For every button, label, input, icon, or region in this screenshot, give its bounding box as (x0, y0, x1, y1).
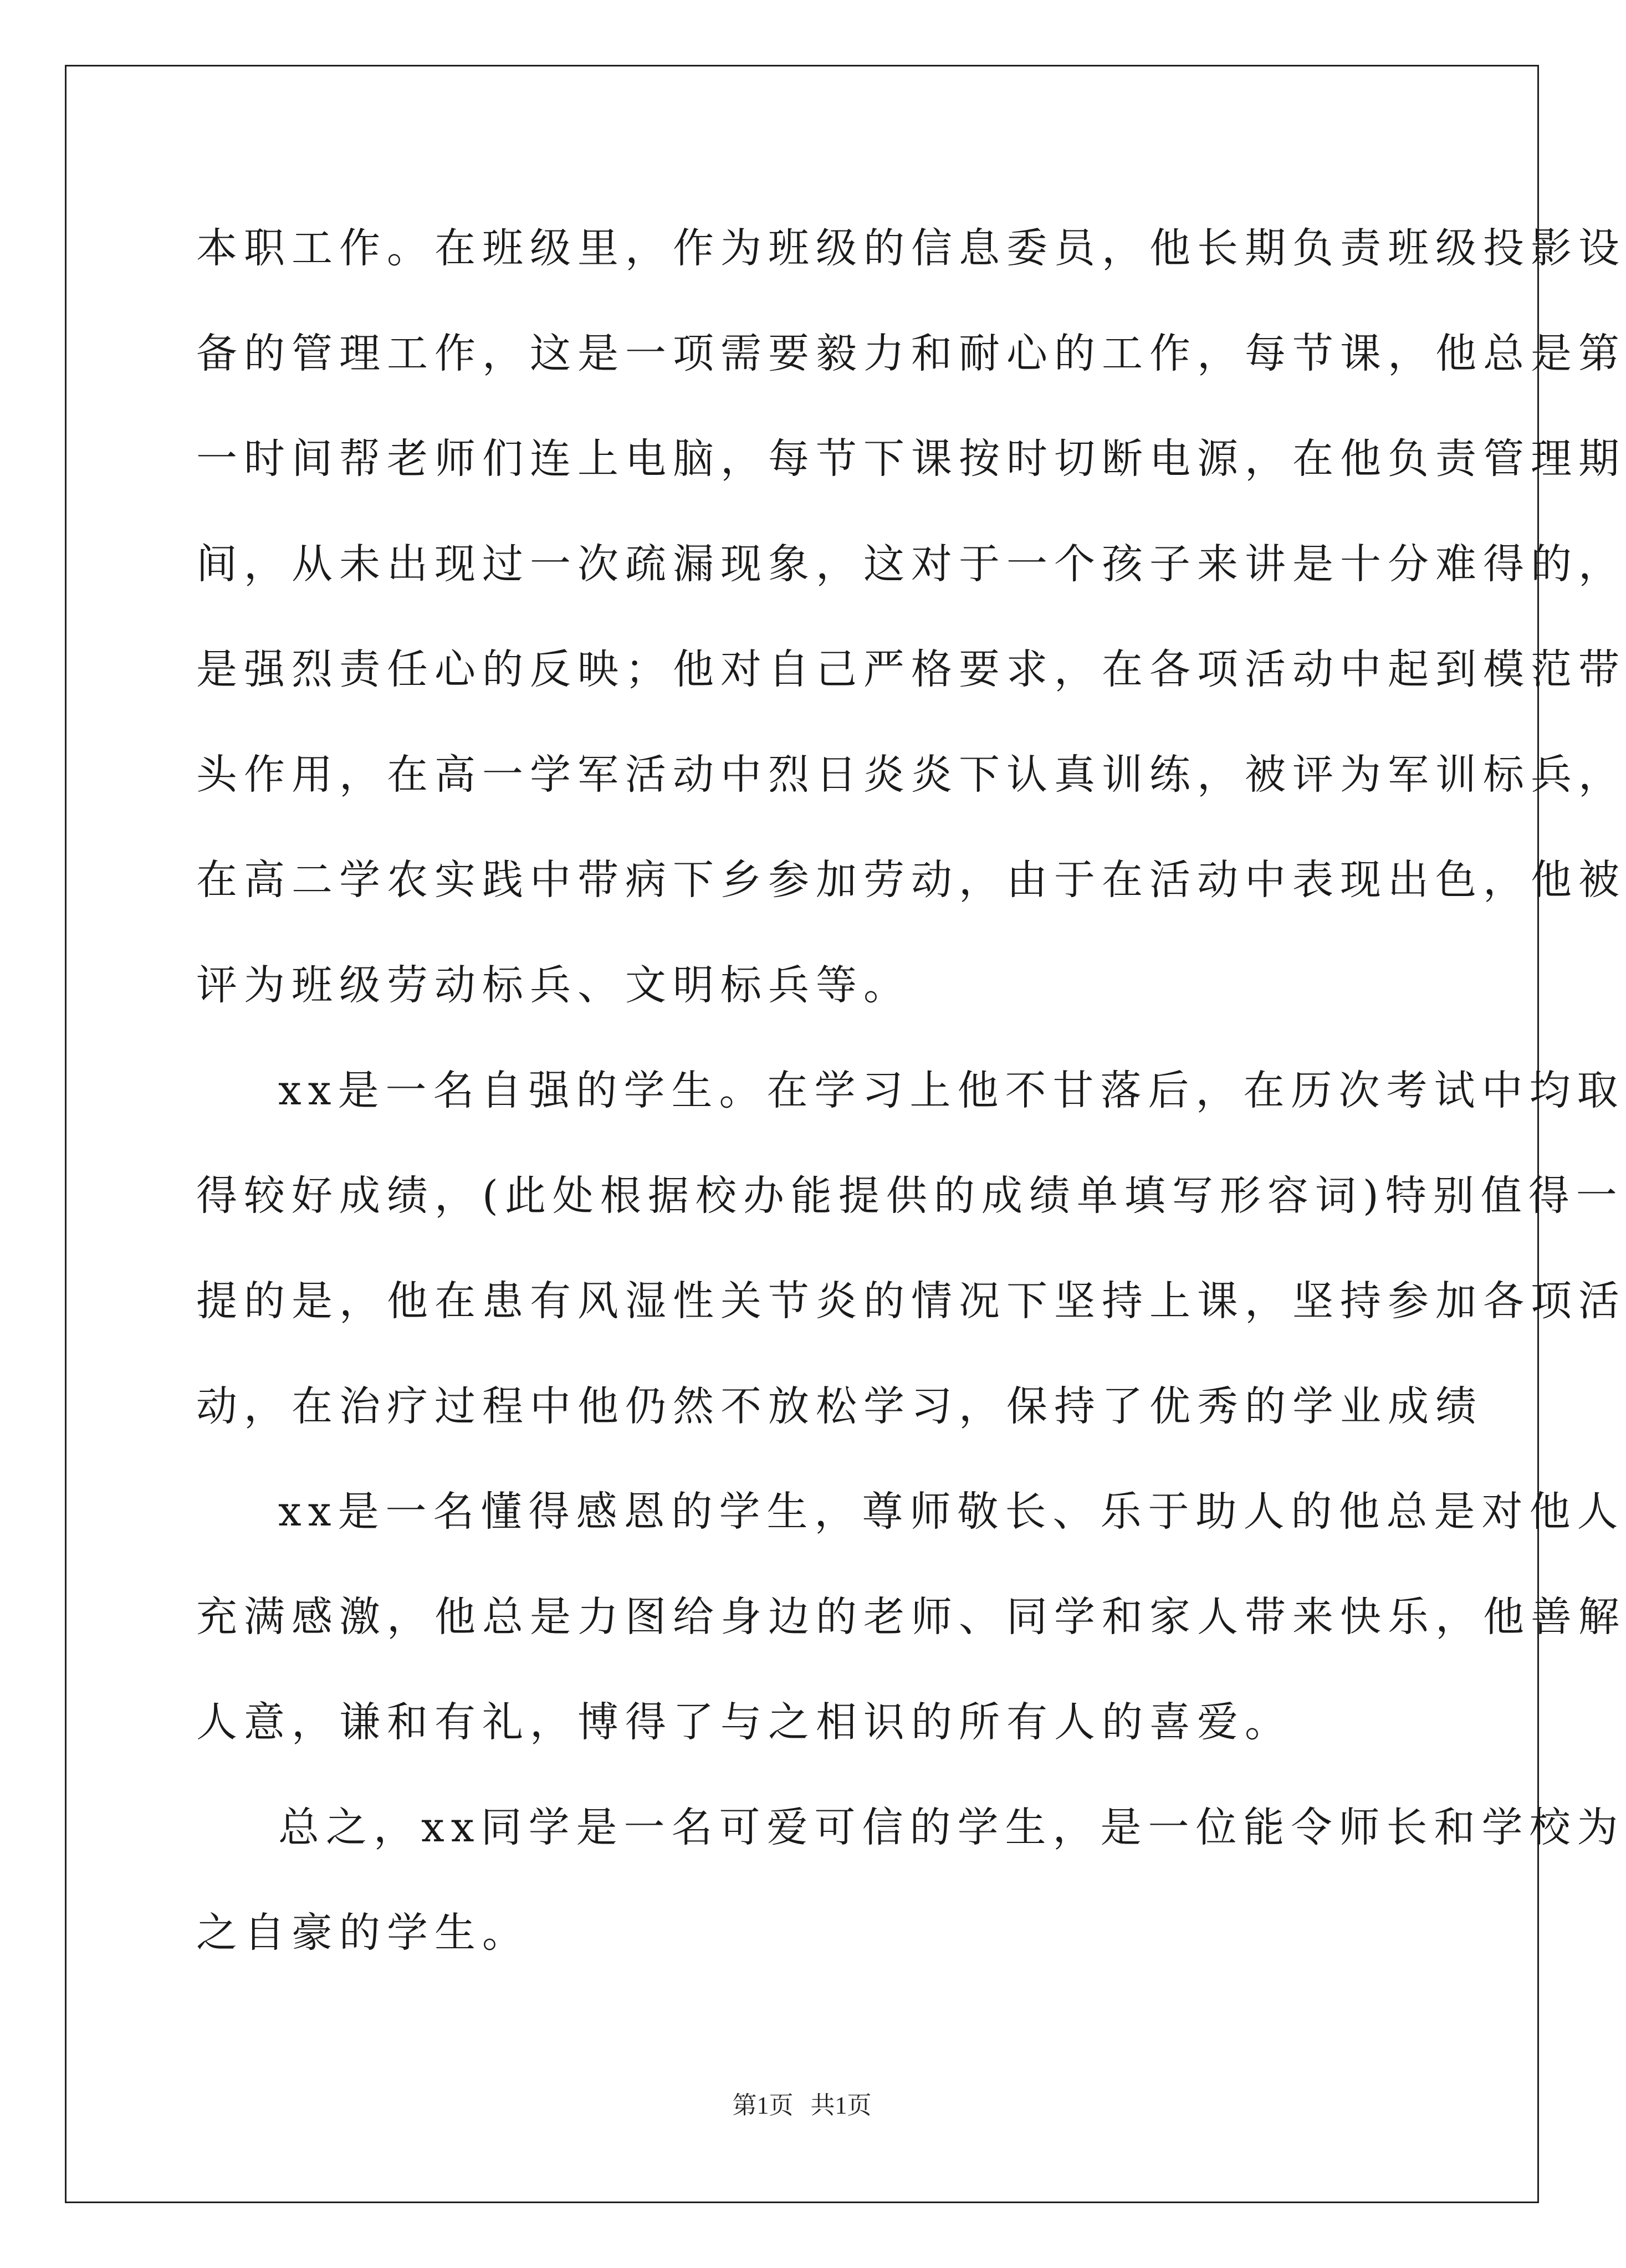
paragraph-1-line-1: 本职工作。在班级里，作为班级的信息委员，他长期负责班级投影设 (196, 224, 1626, 272)
paragraph-1-line-6: 头作用，在高一学军活动中烈日炎炎下认真训练，被评为军训标兵， (196, 751, 1626, 798)
paragraph-2-line-4: 动，在治疗过程中他仍然不放松学习，保持了优秀的学业成绩 (196, 1383, 1483, 1430)
paragraph-3-line-1: xx是一名懂得感恩的学生，尊师敬长、乐于助人的他总是对他人 (278, 1488, 1625, 1535)
page-number: 第1页 (732, 2092, 794, 2119)
paragraph-1-line-7: 在高二学农实践中带病下乡参加劳动，由于在活动中表现出色，他被 (196, 856, 1626, 904)
paragraph-3-line-3: 人意，谦和有礼，博得了与之相识的所有人的喜爱。 (196, 1698, 1292, 1746)
paragraph-1-line-2: 备的管理工作，这是一项需要毅力和耐心的工作，每节课，他总是第 (196, 330, 1626, 377)
paragraph-2-line-2: 得较好成绩，(此处根据校办能提供的成绩单填写形容词)特别值得一 (196, 1172, 1624, 1220)
page-total: 共1页 (810, 2092, 872, 2119)
paragraph-4-line-1: 总之，xx同学是一名可爱可信的学生，是一位能令师长和学校为 (278, 1804, 1625, 1851)
paragraph-2-line-1: xx是一名自强的学生。在学习上他不甘落后，在历次考试中均取 (278, 1067, 1625, 1114)
paragraph-1-line-4: 间，从未出现过一次疏漏现象，这对于一个孩子来讲是十分难得的， (196, 540, 1626, 588)
paragraph-1-line-3: 一时间帮老师们连上电脑，每节下课按时切断电源，在他负责管理期 (196, 435, 1626, 483)
paragraph-2-line-3: 提的是，他在患有风湿性关节炎的情况下坚持上课，坚持参加各项活 (196, 1277, 1626, 1325)
page-footer (0, 2089, 1604, 2122)
paragraph-1-line-8: 评为班级劳动标兵、文明标兵等。 (196, 961, 911, 1009)
paragraph-4-line-2: 之自豪的学生。 (196, 1909, 530, 1957)
paragraph-3-line-2: 充满感激，他总是力图给身边的老师、同学和家人带来快乐，他善解 (196, 1593, 1626, 1641)
paragraph-1-line-5: 是强烈责任心的反映；他对自己严格要求，在各项活动中起到模范带 (196, 646, 1626, 693)
